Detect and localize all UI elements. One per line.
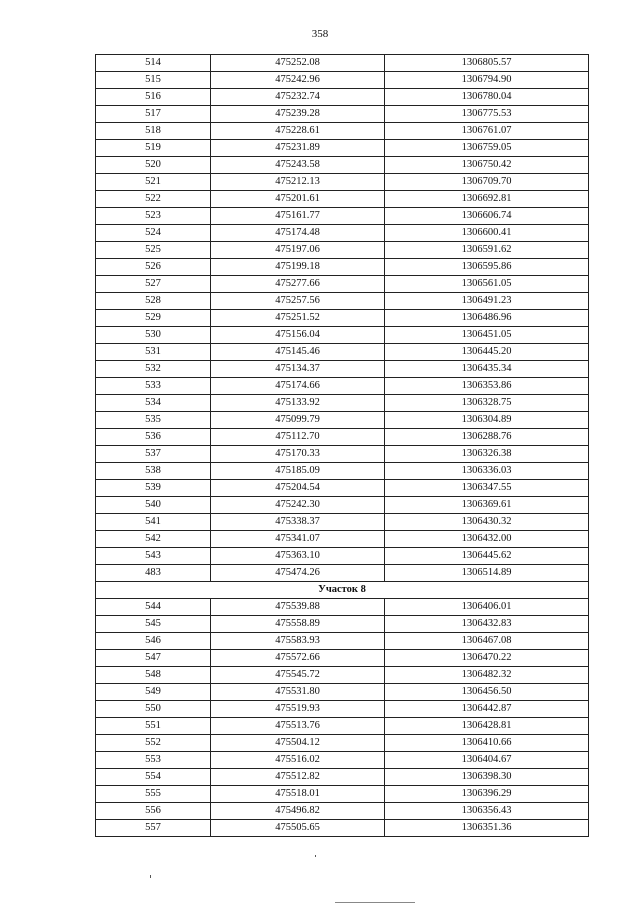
x-coordinate-cell: 475242.30 — [211, 497, 385, 514]
table-row — [96, 225, 589, 242]
y-coordinate-cell: 1306442.87 — [385, 701, 589, 718]
x-coordinate-cell: 475228.61 — [211, 123, 385, 140]
x-coordinate-cell: 475239.28 — [211, 106, 385, 123]
x-coordinate-cell: 475474.26 — [211, 565, 385, 582]
point-number-cell: 542 — [96, 531, 211, 548]
table-row — [96, 684, 589, 701]
y-coordinate-cell: 1306410.66 — [385, 735, 589, 752]
point-number-cell: 552 — [96, 735, 211, 752]
coordinates-table — [95, 54, 589, 837]
point-number-cell: 539 — [96, 480, 211, 497]
table-row — [96, 106, 589, 123]
table-row — [96, 599, 589, 616]
y-coordinate-cell: 1306451.05 — [385, 327, 589, 344]
x-coordinate-cell: 475518.01 — [211, 786, 385, 803]
y-coordinate-cell: 1306428.81 — [385, 718, 589, 735]
table-row — [96, 157, 589, 174]
y-coordinate-cell: 1306482.32 — [385, 667, 589, 684]
y-coordinate-cell: 1306435.34 — [385, 361, 589, 378]
section-row — [96, 582, 589, 599]
table-row — [96, 616, 589, 633]
y-coordinate-cell: 1306336.03 — [385, 463, 589, 480]
y-coordinate-cell: 1306406.01 — [385, 599, 589, 616]
x-coordinate-cell: 475197.06 — [211, 242, 385, 259]
x-coordinate-cell: 475277.66 — [211, 276, 385, 293]
table-row — [96, 72, 589, 89]
point-number-cell: 557 — [96, 820, 211, 837]
point-number-cell: 556 — [96, 803, 211, 820]
y-coordinate-cell: 1306761.07 — [385, 123, 589, 140]
x-coordinate-cell: 475145.46 — [211, 344, 385, 361]
y-coordinate-cell: 1306328.75 — [385, 395, 589, 412]
point-number-cell: 545 — [96, 616, 211, 633]
point-number-cell: 543 — [96, 548, 211, 565]
table-row — [96, 820, 589, 837]
table-row — [96, 667, 589, 684]
x-coordinate-cell: 475257.56 — [211, 293, 385, 310]
point-number-cell: 533 — [96, 378, 211, 395]
x-coordinate-cell: 475572.66 — [211, 650, 385, 667]
table-row — [96, 565, 589, 582]
scan-edge-line — [335, 902, 415, 903]
x-coordinate-cell: 475242.96 — [211, 72, 385, 89]
table-row — [96, 293, 589, 310]
y-coordinate-cell: 1306445.20 — [385, 344, 589, 361]
y-coordinate-cell: 1306491.23 — [385, 293, 589, 310]
point-number-cell: 540 — [96, 497, 211, 514]
point-number-cell: 520 — [96, 157, 211, 174]
y-coordinate-cell: 1306780.04 — [385, 89, 589, 106]
y-coordinate-cell: 1306692.81 — [385, 191, 589, 208]
x-coordinate-cell: 475134.37 — [211, 361, 385, 378]
table-row — [96, 769, 589, 786]
point-number-cell: 522 — [96, 191, 211, 208]
y-coordinate-cell: 1306470.22 — [385, 650, 589, 667]
y-coordinate-cell: 1306805.57 — [385, 55, 589, 72]
x-coordinate-cell: 475512.82 — [211, 769, 385, 786]
x-coordinate-cell: 475243.58 — [211, 157, 385, 174]
y-coordinate-cell: 1306351.36 — [385, 820, 589, 837]
y-coordinate-cell: 1306514.89 — [385, 565, 589, 582]
table-row — [96, 327, 589, 344]
table-row — [96, 497, 589, 514]
x-coordinate-cell: 475204.54 — [211, 480, 385, 497]
point-number-cell: 517 — [96, 106, 211, 123]
x-coordinate-cell: 475496.82 — [211, 803, 385, 820]
x-coordinate-cell: 475174.66 — [211, 378, 385, 395]
x-coordinate-cell: 475558.89 — [211, 616, 385, 633]
point-number-cell: 549 — [96, 684, 211, 701]
y-coordinate-cell: 1306606.74 — [385, 208, 589, 225]
point-number-cell: 529 — [96, 310, 211, 327]
x-coordinate-cell: 475112.70 — [211, 429, 385, 446]
point-number-cell: 538 — [96, 463, 211, 480]
x-coordinate-cell: 475174.48 — [211, 225, 385, 242]
point-number-cell: 526 — [96, 259, 211, 276]
x-coordinate-cell: 475231.89 — [211, 140, 385, 157]
x-coordinate-cell: 475545.72 — [211, 667, 385, 684]
page-number: 358 — [311, 28, 329, 40]
table-row — [96, 803, 589, 820]
table-row — [96, 446, 589, 463]
point-number-cell: 530 — [96, 327, 211, 344]
point-number-cell: 555 — [96, 786, 211, 803]
x-coordinate-cell: 475252.08 — [211, 55, 385, 72]
x-coordinate-cell: 475156.04 — [211, 327, 385, 344]
table-row — [96, 412, 589, 429]
point-number-cell: 515 — [96, 72, 211, 89]
point-number-cell: 536 — [96, 429, 211, 446]
table-row — [96, 310, 589, 327]
y-coordinate-cell: 1306347.55 — [385, 480, 589, 497]
y-coordinate-cell: 1306353.86 — [385, 378, 589, 395]
y-coordinate-cell: 1306398.30 — [385, 769, 589, 786]
table-row — [96, 276, 589, 293]
point-number-cell: 514 — [96, 55, 211, 72]
x-coordinate-cell: 475161.77 — [211, 208, 385, 225]
point-number-cell: 532 — [96, 361, 211, 378]
point-number-cell: 534 — [96, 395, 211, 412]
point-number-cell: 519 — [96, 140, 211, 157]
x-coordinate-cell: 475199.18 — [211, 259, 385, 276]
y-coordinate-cell: 1306326.38 — [385, 446, 589, 463]
point-number-cell: 521 — [96, 174, 211, 191]
scan-speck — [315, 855, 316, 857]
table-row — [96, 463, 589, 480]
x-coordinate-cell: 475170.33 — [211, 446, 385, 463]
y-coordinate-cell: 1306445.62 — [385, 548, 589, 565]
point-number-cell: 548 — [96, 667, 211, 684]
x-coordinate-cell: 475251.52 — [211, 310, 385, 327]
table-row — [96, 514, 589, 531]
table-row — [96, 531, 589, 548]
y-coordinate-cell: 1306356.43 — [385, 803, 589, 820]
table-row — [96, 89, 589, 106]
table-row — [96, 786, 589, 803]
y-coordinate-cell: 1306775.53 — [385, 106, 589, 123]
point-number-cell: 554 — [96, 769, 211, 786]
x-coordinate-cell: 475133.92 — [211, 395, 385, 412]
y-coordinate-cell: 1306432.00 — [385, 531, 589, 548]
section-title: Участок 8 — [96, 582, 589, 599]
table-row — [96, 429, 589, 446]
x-coordinate-cell: 475341.07 — [211, 531, 385, 548]
point-number-cell: 531 — [96, 344, 211, 361]
point-number-cell: 523 — [96, 208, 211, 225]
x-coordinate-cell: 475505.65 — [211, 820, 385, 837]
x-coordinate-cell: 475539.88 — [211, 599, 385, 616]
x-coordinate-cell: 475201.61 — [211, 191, 385, 208]
table-row — [96, 395, 589, 412]
table-row — [96, 361, 589, 378]
y-coordinate-cell: 1306369.61 — [385, 497, 589, 514]
x-coordinate-cell: 475099.79 — [211, 412, 385, 429]
x-coordinate-cell: 475338.37 — [211, 514, 385, 531]
table-row — [96, 174, 589, 191]
table-row — [96, 242, 589, 259]
x-coordinate-cell: 475531.80 — [211, 684, 385, 701]
table-row — [96, 701, 589, 718]
y-coordinate-cell: 1306396.29 — [385, 786, 589, 803]
y-coordinate-cell: 1306595.86 — [385, 259, 589, 276]
point-number-cell: 527 — [96, 276, 211, 293]
y-coordinate-cell: 1306430.32 — [385, 514, 589, 531]
y-coordinate-cell: 1306591.62 — [385, 242, 589, 259]
table-row — [96, 344, 589, 361]
y-coordinate-cell: 1306304.89 — [385, 412, 589, 429]
point-number-cell: 553 — [96, 752, 211, 769]
x-coordinate-cell: 475232.74 — [211, 89, 385, 106]
y-coordinate-cell: 1306486.96 — [385, 310, 589, 327]
table-row — [96, 55, 589, 72]
table-row — [96, 735, 589, 752]
table-row — [96, 259, 589, 276]
table-row — [96, 480, 589, 497]
y-coordinate-cell: 1306794.90 — [385, 72, 589, 89]
point-number-cell: 518 — [96, 123, 211, 140]
table-row — [96, 548, 589, 565]
y-coordinate-cell: 1306288.76 — [385, 429, 589, 446]
scan-speck — [150, 875, 151, 878]
y-coordinate-cell: 1306456.50 — [385, 684, 589, 701]
point-number-cell: 535 — [96, 412, 211, 429]
x-coordinate-cell: 475519.93 — [211, 701, 385, 718]
table-row — [96, 633, 589, 650]
x-coordinate-cell: 475516.02 — [211, 752, 385, 769]
table-row — [96, 123, 589, 140]
y-coordinate-cell: 1306432.83 — [385, 616, 589, 633]
table-row — [96, 140, 589, 157]
table-row — [96, 650, 589, 667]
x-coordinate-cell: 475504.12 — [211, 735, 385, 752]
point-number-cell: 516 — [96, 89, 211, 106]
y-coordinate-cell: 1306404.67 — [385, 752, 589, 769]
y-coordinate-cell: 1306750.42 — [385, 157, 589, 174]
x-coordinate-cell: 475583.93 — [211, 633, 385, 650]
point-number-cell: 537 — [96, 446, 211, 463]
point-number-cell: 544 — [96, 599, 211, 616]
table-row — [96, 752, 589, 769]
point-number-cell: 528 — [96, 293, 211, 310]
x-coordinate-cell: 475185.09 — [211, 463, 385, 480]
y-coordinate-cell: 1306561.05 — [385, 276, 589, 293]
y-coordinate-cell: 1306600.41 — [385, 225, 589, 242]
y-coordinate-cell: 1306467.08 — [385, 633, 589, 650]
point-number-cell: 525 — [96, 242, 211, 259]
point-number-cell: 546 — [96, 633, 211, 650]
point-number-cell: 541 — [96, 514, 211, 531]
x-coordinate-cell: 475212.13 — [211, 174, 385, 191]
point-number-cell: 550 — [96, 701, 211, 718]
point-number-cell: 547 — [96, 650, 211, 667]
point-number-cell: 524 — [96, 225, 211, 242]
x-coordinate-cell: 475513.76 — [211, 718, 385, 735]
point-number-cell: 483 — [96, 565, 211, 582]
point-number-cell: 551 — [96, 718, 211, 735]
y-coordinate-cell: 1306759.05 — [385, 140, 589, 157]
y-coordinate-cell: 1306709.70 — [385, 174, 589, 191]
x-coordinate-cell: 475363.10 — [211, 548, 385, 565]
table-row — [96, 208, 589, 225]
table-row — [96, 718, 589, 735]
table-row — [96, 191, 589, 208]
table-row — [96, 378, 589, 395]
